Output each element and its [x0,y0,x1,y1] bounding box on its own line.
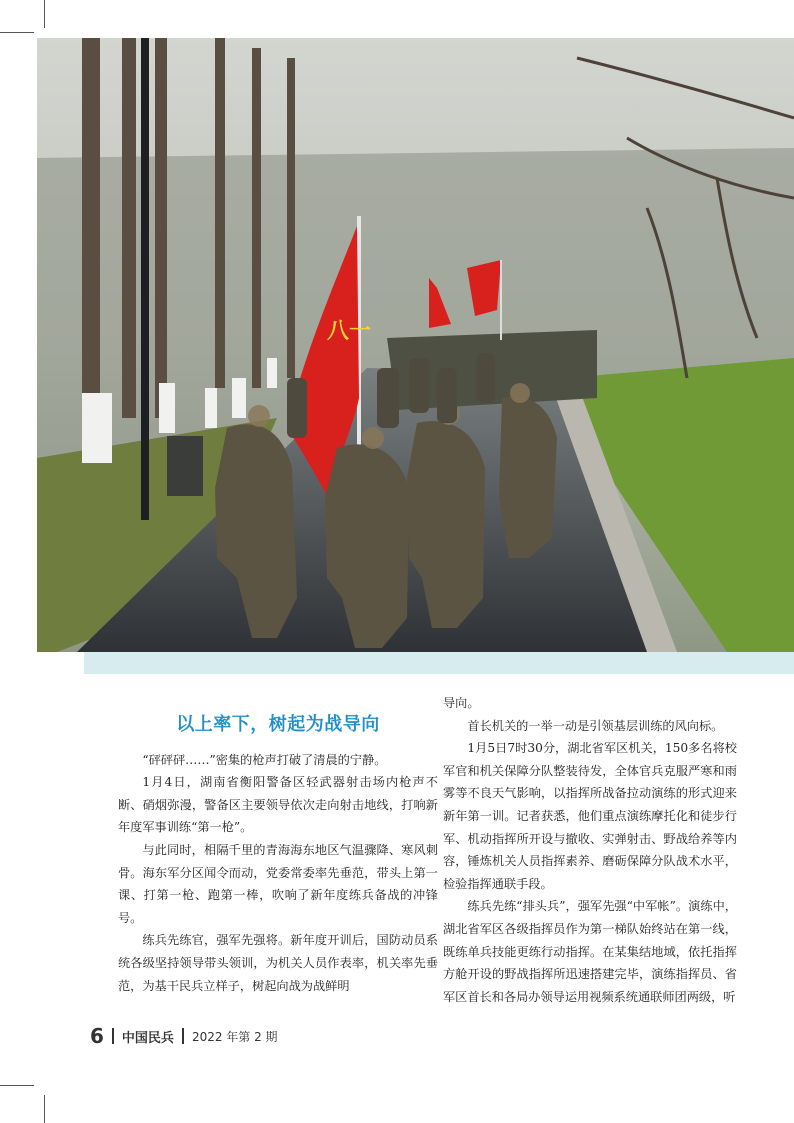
magazine-title: 中国民兵 [121,1030,174,1046]
left-column [118,692,438,997]
crop-mark [0,1085,34,1086]
paragraph: 练兵先练“排头兵”，强军先强“中军帐”。演练中，湖北省军区各级指挥员作为第一梯队始终站在第一线，既练单兵技能更练行动指挥。在某集结地域，依托指挥方舱开设的野战指挥所迅速搭建完毕，演练指挥员、省军区首长和各局办领导运用视频系统通联师团两级，听 [443,899,737,1004]
issue-label: 2022 年第 2 期 [191,1029,278,1044]
page-footer [90,1024,278,1048]
crop-mark [44,1095,45,1123]
flag-emblem: 八一 [327,319,372,344]
paragraph: 与此同时，相隔千里的青海海东地区气温骤降、寒风刺骨。海东军分区闻令而动，党委常委率先垂范，带头上第一课、打第一枪、跑第一棒，吹响了新年度练兵备战的冲锋号。 [118,842,438,925]
right-column [443,692,737,1008]
paragraph: “砰砰砰……”密集的枪声打破了清晨的宁静。 [142,752,387,767]
paragraph: 练兵先练官，强军先强将。新年度开训后，国防动员系统各级坚持领导带头领训，为机关人员作表率，机关率先垂范，为基干民兵立样子，树起向战为战鲜明 [118,933,438,993]
divider [182,1028,184,1044]
paragraph: 首长机关的一举一动是引领基层训练的风向标。 [467,718,724,733]
paragraph-continuation: 导向。 [443,696,480,710]
paragraph: 1月5日7时30分，湖北省军区机关，150多名将校军官和机关保障分队整装待发，全体官兵克服严寒和雨雾等不良天气影响，以指挥所战备拉动演练的形式迎来新年第一训。记者获悉，他们重点演练摩托化和徒步行军、机动指挥所开设与撤收、实弹射击、野战给养等内容，锤炼机关人员指挥素养、磨砺保障分队战术水平，检验指挥通联手段。 [443,741,737,891]
march-photo [37,38,794,652]
crop-mark [44,0,45,28]
crop-mark [0,32,34,33]
article-headline: 以上率下，树起为战导向 [176,714,380,735]
paragraph: 1月4日，湖南省衡阳警备区轻武器射击场内枪声不断、硝烟弥漫，警备区主要领导依次走向射击地线，打响新年度军事训练“第一枪”。 [118,775,438,835]
page-number: 6 [90,1024,104,1048]
decorative-band [84,652,794,674]
divider [112,1028,114,1044]
